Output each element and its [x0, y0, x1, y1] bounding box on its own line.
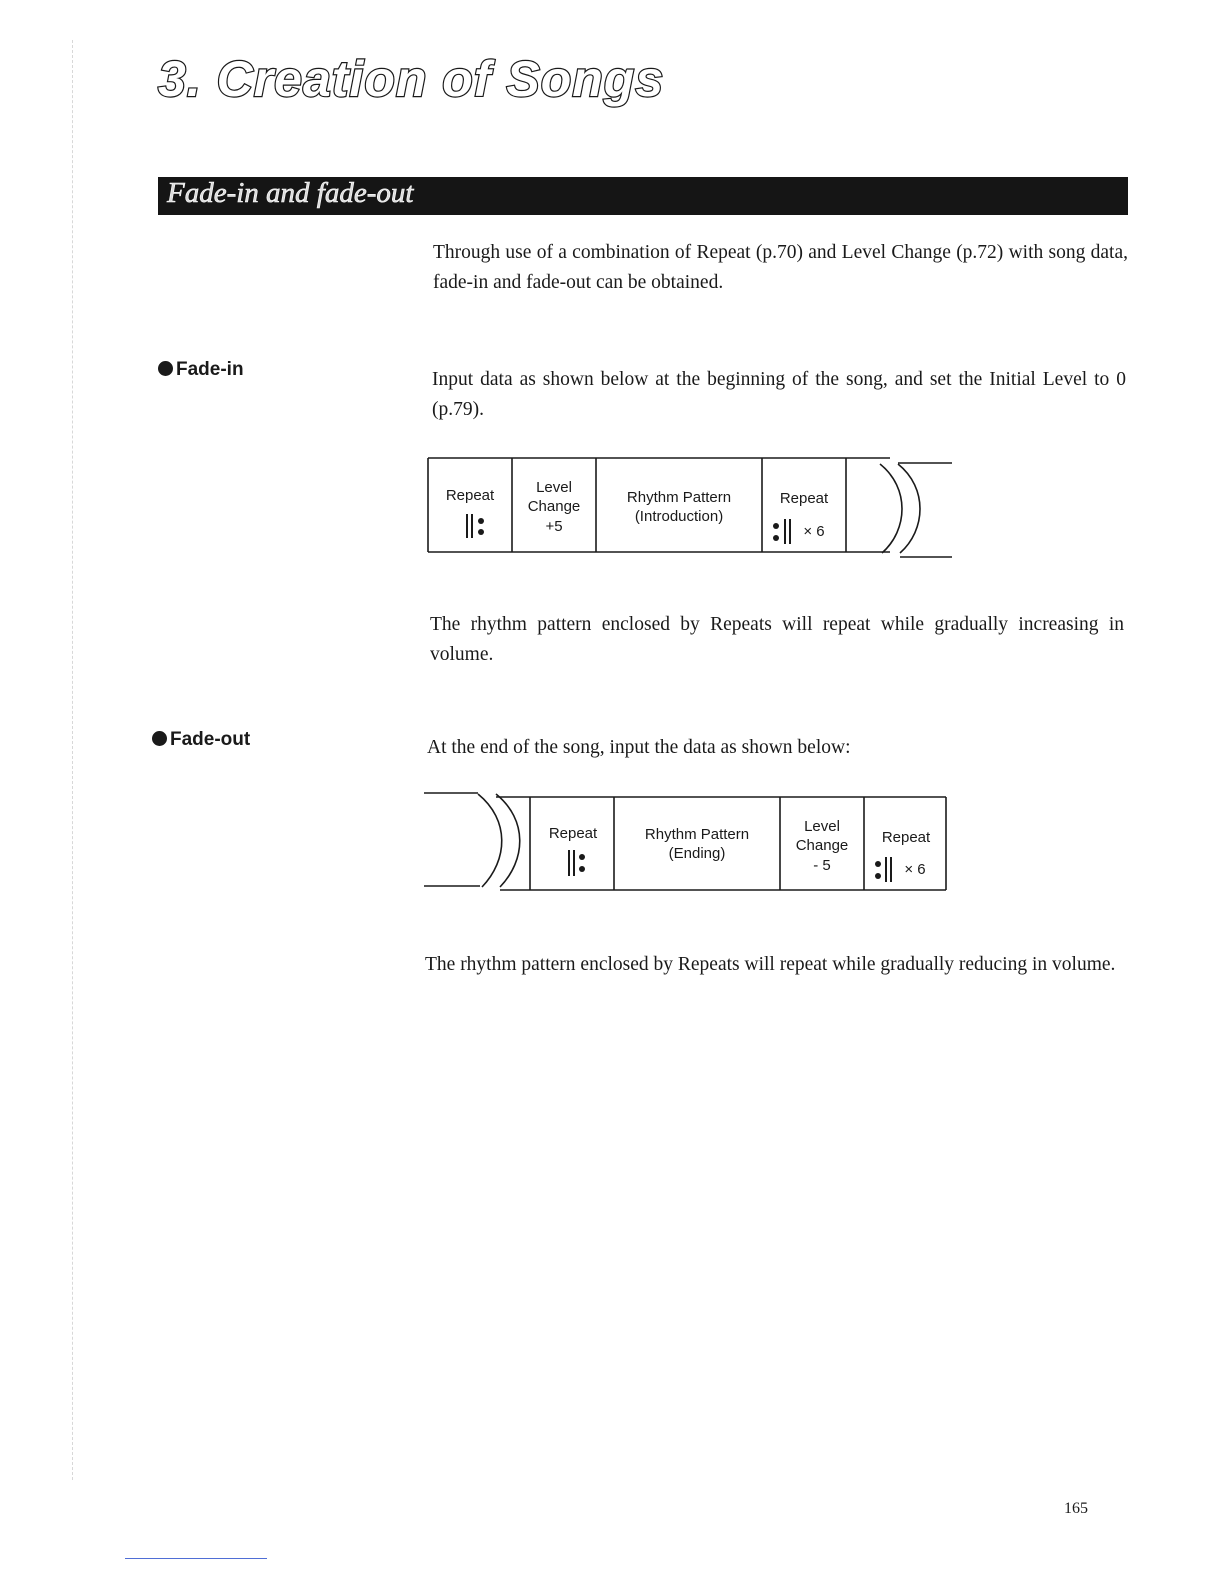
- repeat-times: × 6: [803, 523, 825, 540]
- fade-out-diagram: [418, 786, 958, 901]
- fade-out-instruction: At the end of the song, input the data as shown below:: [427, 737, 851, 758]
- level-change-label-line1: Level: [536, 479, 572, 496]
- bullet-icon: [152, 731, 167, 746]
- rhythm-pattern-sublabel: (Ending): [668, 845, 726, 862]
- fade-out-result: The rhythm pattern enclosed by Repeats will repeat while gradually reducing in volume.: [425, 954, 1116, 975]
- rhythm-pattern-label: Rhythm Pattern: [626, 489, 732, 506]
- level-change-label-line2: Change: [795, 837, 849, 854]
- level-change-value: +5: [545, 518, 563, 535]
- bullet-icon: [158, 361, 173, 376]
- rhythm-pattern-sublabel: (Introduction): [634, 508, 724, 525]
- rhythm-pattern-label: Rhythm Pattern: [644, 826, 750, 843]
- fade-in-result: The rhythm pattern enclosed by Repeats will repeat while gradually increasing in volume.: [430, 614, 1124, 665]
- fade-in-heading: [158, 359, 244, 381]
- fade-out-heading-label: Fade-out: [170, 729, 251, 750]
- repeat-end-label: Repeat: [779, 490, 829, 507]
- repeat-start-label: Repeat: [548, 825, 598, 842]
- level-change-value: - 5: [813, 857, 831, 874]
- repeat-end-label: Repeat: [881, 829, 931, 846]
- page-number: 165: [1064, 1500, 1088, 1517]
- break-left-curve: [478, 794, 502, 887]
- section-banner: [158, 177, 1128, 215]
- fade-in-diagram: [420, 450, 960, 565]
- level-change-label-line2: Change: [527, 498, 581, 515]
- level-change-label-line1: Level: [804, 818, 840, 835]
- repeat-start-icon: [568, 850, 585, 876]
- page-title: 3. Creation of Songs: [158, 51, 665, 107]
- repeat-times: × 6: [904, 861, 926, 878]
- intro-paragraph: Through use of a combination of Repeat (p.70) and Level Change (p.72) with song data, fade-in and fade-out can be obtained.: [433, 242, 1128, 293]
- repeat-start-icon: [466, 514, 484, 538]
- break-right-curve: [496, 794, 520, 887]
- margin-rule: [72, 40, 73, 1480]
- repeat-start-label: Repeat: [445, 487, 495, 504]
- fade-in-heading-label: Fade-in: [176, 359, 244, 380]
- fade-in-instruction: Input data as shown below at the beginning of the song, and set the Initial Level to 0 (p.79).: [432, 369, 1126, 420]
- break-left-curve: [880, 464, 902, 553]
- bottom-rule: [125, 1558, 267, 1559]
- repeat-end-icon: [875, 857, 892, 882]
- fade-out-heading: [152, 729, 250, 751]
- section-title: Fade-in and fade-out: [167, 177, 414, 209]
- repeat-end-icon: [773, 519, 791, 544]
